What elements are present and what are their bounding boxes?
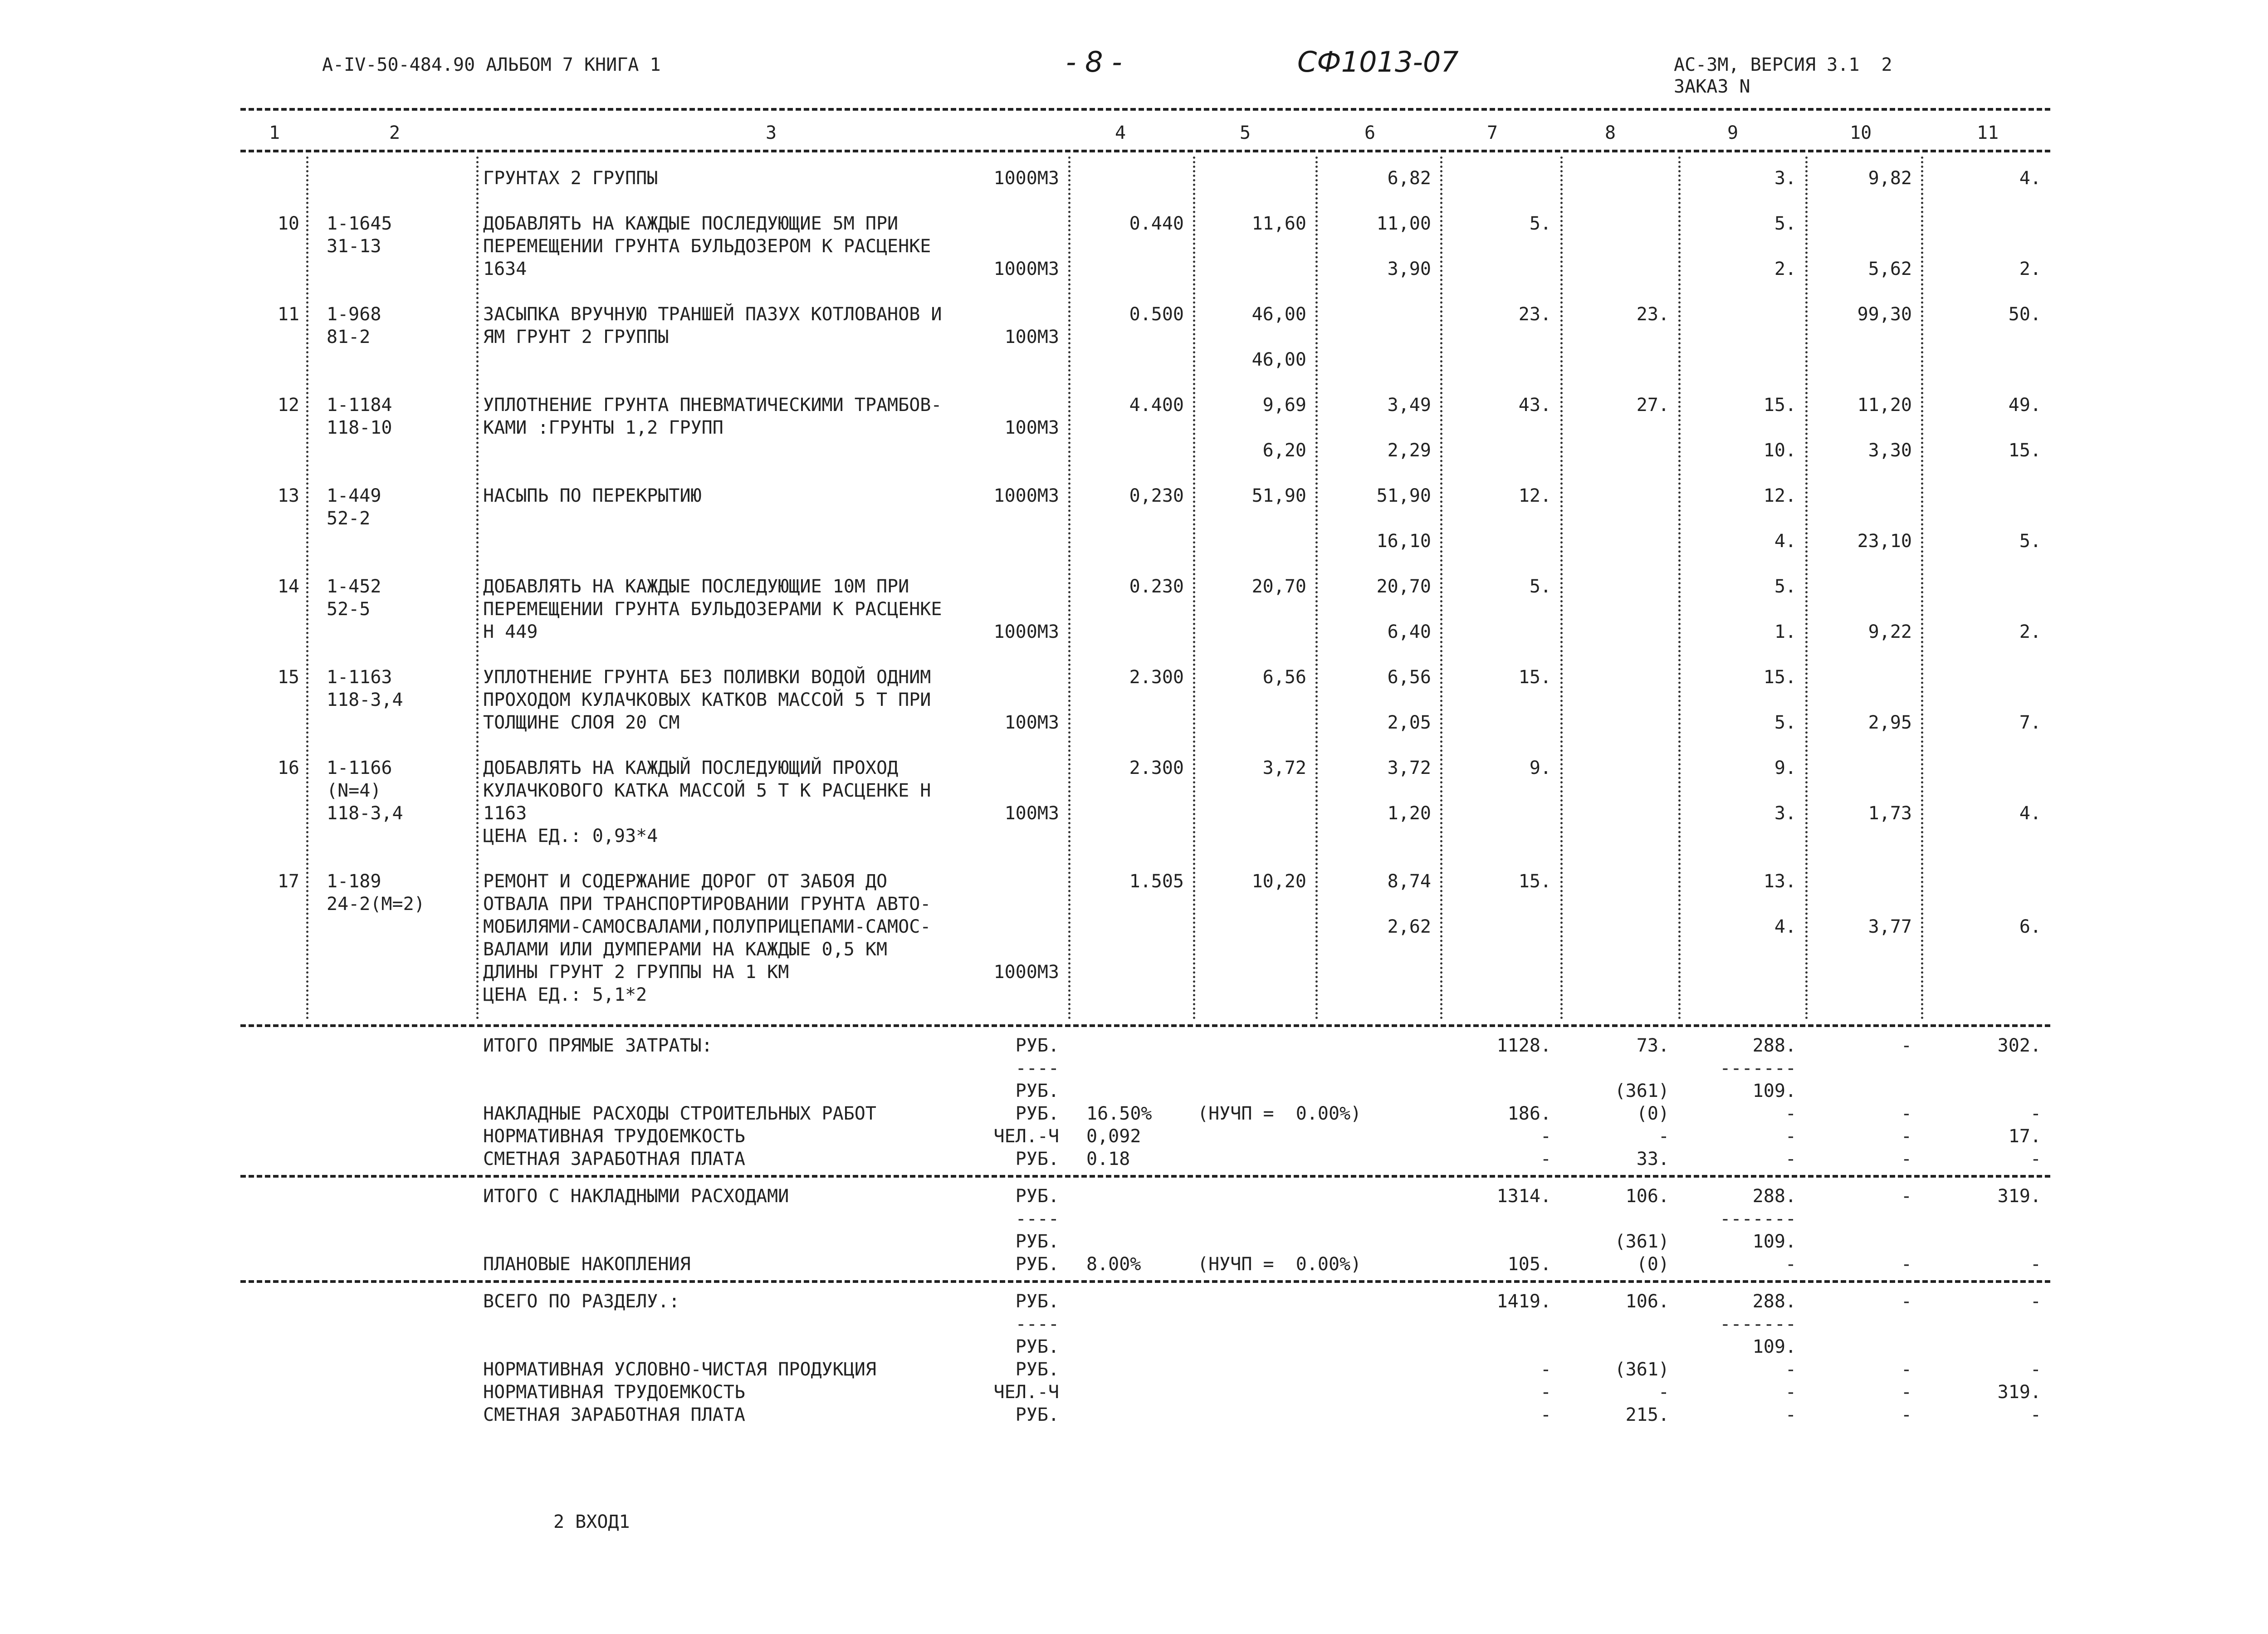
- cell-c6: 8,74: [1387, 871, 1431, 892]
- totals-unit: РУБ.: [1015, 1291, 1059, 1312]
- work-description: 1634: [483, 259, 527, 279]
- cell-c11: 4.: [2019, 803, 2041, 824]
- column-separator: [476, 157, 479, 1020]
- totals-c9: -: [1785, 1254, 1796, 1275]
- cell-unit: 1000М3: [993, 259, 1059, 279]
- column-separator: [1315, 157, 1318, 1020]
- item-number: 10: [277, 213, 299, 234]
- totals-c11: 319.: [1997, 1186, 2041, 1207]
- work-description: 1163: [483, 803, 527, 824]
- work-description: ЯМ ГРУНТ 2 ГРУППЫ: [483, 327, 669, 347]
- work-description: ДЛИНЫ ГРУНТ 2 ГРУППЫ НА 1 КМ: [483, 962, 789, 983]
- rate-code: 1-1645: [327, 213, 392, 234]
- column-header: 9: [1727, 122, 1739, 143]
- column-header: 3: [766, 122, 777, 143]
- cell-c10: 23,10: [1857, 531, 1912, 552]
- totals-unit: ЧЕЛ.-Ч: [993, 1382, 1059, 1403]
- totals-nuchp: (НУЧП = 0.00%): [1198, 1254, 1362, 1275]
- totals-c7: 1128.: [1496, 1035, 1551, 1056]
- totals-c11: 319.: [1997, 1382, 2041, 1403]
- work-description: КАМИ :ГРУНТЫ 1,2 ГРУПП: [483, 417, 723, 438]
- cell-c5: 46,00: [1251, 304, 1306, 325]
- totals-c9: 109.: [1752, 1081, 1796, 1101]
- totals-rate: 0.18: [1086, 1149, 1130, 1169]
- rate-code: 1-1163: [327, 667, 392, 688]
- cell-c5: 6,56: [1262, 667, 1306, 688]
- work-description: ДОБАВЛЯТЬ НА КАЖДЫЕ ПОСЛЕДУЮЩИЕ 5М ПРИ: [483, 213, 899, 234]
- cell-c9: 12.: [1763, 485, 1796, 506]
- cell-c5: 11,60: [1251, 213, 1306, 234]
- totals-c11: -: [2030, 1359, 2041, 1380]
- column-header: 8: [1605, 122, 1616, 143]
- totals-c11: -: [2030, 1404, 2041, 1425]
- totals-rule: [240, 1024, 2050, 1027]
- work-description: ПРОХОДОМ КУЛАЧКОВЫХ КАТКОВ МАССОЙ 5 Т ПРИ: [483, 690, 931, 710]
- totals-c10: -: [1901, 1382, 1912, 1403]
- cell-c6: 2,62: [1387, 916, 1431, 937]
- totals-c7: 1419.: [1496, 1291, 1551, 1312]
- totals-c9: -: [1785, 1103, 1796, 1124]
- totals-c7: 1314.: [1496, 1186, 1551, 1207]
- rate-code: 52-2: [327, 508, 371, 529]
- cell-c6: 51,90: [1376, 485, 1431, 506]
- cell-c10: 1,73: [1868, 803, 1912, 824]
- rate-code: 52-5: [327, 599, 371, 620]
- item-number: 14: [277, 576, 299, 597]
- work-description: ДОБАВЛЯТЬ НА КАЖДЫЙ ПОСЛЕДУЮЩИЙ ПРОХОД: [483, 758, 899, 778]
- totals-rate: 0,092: [1086, 1126, 1141, 1147]
- cell-c9: 3.: [1774, 803, 1796, 824]
- cell-c6: 16,10: [1376, 531, 1431, 552]
- totals-c7: 186.: [1507, 1103, 1551, 1124]
- totals-c9: 288.: [1752, 1035, 1796, 1056]
- rate-code: 1-449: [327, 485, 381, 506]
- cell-c9: 5.: [1774, 213, 1796, 234]
- totals-unit: РУБ.: [1015, 1254, 1059, 1275]
- rate-code: 1-452: [327, 576, 381, 597]
- cell-c10: 9,82: [1868, 168, 1912, 189]
- column-separator: [1193, 157, 1195, 1020]
- order-number: ЗАКАЗ N: [1674, 76, 1750, 97]
- work-description: УПЛОТНЕНИЕ ГРУНТА БЕЗ ПОЛИВКИ ВОДОЙ ОДНИМ: [483, 667, 931, 688]
- totals-rate: 8.00%: [1086, 1254, 1141, 1275]
- totals-c9: 109.: [1752, 1336, 1796, 1357]
- cell-c8: 23.: [1636, 304, 1669, 325]
- cell-c5: 3,72: [1262, 758, 1306, 778]
- cell-c4: 0.500: [1129, 304, 1184, 325]
- totals-label: НОРМАТИВНАЯ ТРУДОЕМКОСТЬ: [483, 1126, 745, 1147]
- totals-unit: РУБ.: [1015, 1035, 1059, 1056]
- cell-c9: 3.: [1774, 168, 1796, 189]
- cell-c6: 3,90: [1387, 259, 1431, 279]
- cell-c9: 15.: [1763, 395, 1796, 416]
- totals-c9: -: [1785, 1404, 1796, 1425]
- totals-c8: (361): [1614, 1231, 1669, 1252]
- cell-c8: 27.: [1636, 395, 1669, 416]
- cell-c6: 3,49: [1387, 395, 1431, 416]
- cell-c7: 23.: [1518, 304, 1551, 325]
- totals-c10: -: [1901, 1126, 1912, 1147]
- cell-c10: 9,22: [1868, 621, 1912, 642]
- totals-c10: -: [1901, 1291, 1912, 1312]
- album-title: A-IV-50-484.90 АЛЬБОМ 7 КНИГА 1: [322, 54, 661, 75]
- cell-c9: 10.: [1763, 440, 1796, 461]
- totals-nuchp: (НУЧП = 0.00%): [1198, 1103, 1362, 1124]
- totals-unit: ----: [1015, 1208, 1059, 1229]
- totals-label: ПЛАНОВЫЕ НАКОПЛЕНИЯ: [483, 1254, 691, 1275]
- cell-c10: 3,30: [1868, 440, 1912, 461]
- work-description: Н 449: [483, 621, 538, 642]
- cell-unit: 1000М3: [993, 168, 1059, 189]
- column-header: 7: [1487, 122, 1498, 143]
- totals-c11: -: [2030, 1103, 2041, 1124]
- item-number: 11: [277, 304, 299, 325]
- rate-code: 118-3,4: [327, 690, 403, 710]
- totals-label: НОРМАТИВНАЯ УСЛОВНО-ЧИСТАЯ ПРОДУКЦИЯ: [483, 1359, 876, 1380]
- work-description: МОБИЛЯМИ-САМОСВАЛАМИ,ПОЛУПРИЦЕПАМИ-САМОС-: [483, 916, 931, 937]
- cell-c4: 0,230: [1129, 485, 1184, 506]
- totals-c10: -: [1901, 1359, 1912, 1380]
- cell-c5: 46,00: [1251, 349, 1306, 370]
- cell-c7: 15.: [1518, 667, 1551, 688]
- totals-label: НОРМАТИВНАЯ ТРУДОЕМКОСТЬ: [483, 1382, 745, 1403]
- column-separator: [1921, 157, 1923, 1020]
- document-code: СФ1013-07: [1297, 45, 1459, 78]
- rate-code: 1-968: [327, 304, 381, 325]
- totals-rate: 16.50%: [1086, 1103, 1152, 1124]
- totals-c9: -------: [1720, 1058, 1796, 1079]
- cell-c7: 15.: [1518, 871, 1551, 892]
- rate-code: 31-13: [327, 236, 381, 257]
- cell-unit: 1000М3: [993, 485, 1059, 506]
- cell-unit: 100М3: [1004, 803, 1059, 824]
- totals-c9: 109.: [1752, 1231, 1796, 1252]
- totals-c8: 215.: [1625, 1404, 1669, 1425]
- totals-c9: -: [1785, 1382, 1796, 1403]
- cell-unit: 100М3: [1004, 327, 1059, 347]
- cell-c5: 10,20: [1251, 871, 1306, 892]
- cell-c6: 1,20: [1387, 803, 1431, 824]
- column-header: 2: [389, 122, 401, 143]
- totals-label: ВСЕГО ПО РАЗДЕЛУ.:: [483, 1291, 680, 1312]
- cell-c9: 4.: [1774, 531, 1796, 552]
- totals-c10: -: [1901, 1254, 1912, 1275]
- work-description: НАСЫПЬ ПО ПЕРЕКРЫТИЮ: [483, 485, 702, 506]
- column-header: 11: [1977, 122, 1999, 143]
- totals-c10: -: [1901, 1404, 1912, 1425]
- column-header: 4: [1115, 122, 1126, 143]
- totals-c8: 33.: [1636, 1149, 1669, 1169]
- work-description: ПЕРЕМЕЩЕНИИ ГРУНТА БУЛЬДОЗЕРАМИ К РАСЦЕНКЕ: [483, 599, 942, 620]
- cell-c6: 6,56: [1387, 667, 1431, 688]
- totals-c8: (0): [1636, 1254, 1669, 1275]
- cell-c11: 15.: [2008, 440, 2041, 461]
- totals-c8: 106.: [1625, 1186, 1669, 1207]
- totals-c7: -: [1540, 1126, 1551, 1147]
- totals-unit: ----: [1015, 1314, 1059, 1335]
- totals-c8: -: [1658, 1126, 1669, 1147]
- totals-c8: 73.: [1636, 1035, 1669, 1056]
- column-separator: [1805, 157, 1808, 1020]
- totals-unit: РУБ.: [1015, 1103, 1059, 1124]
- work-description: ЗАСЫПКА ВРУЧНУЮ ТРАНШЕЙ ПАЗУХ КОТЛОВАНОВ И: [483, 304, 942, 325]
- totals-unit: РУБ.: [1015, 1231, 1059, 1252]
- item-number: 12: [277, 395, 299, 416]
- cell-c11: 4.: [2019, 168, 2041, 189]
- cell-c5: 20,70: [1251, 576, 1306, 597]
- program-version: АС-3М, ВЕРСИЯ 3.1 2: [1674, 54, 1892, 75]
- cell-c11: 50.: [2008, 304, 2041, 325]
- totals-c7: -: [1540, 1149, 1551, 1169]
- totals-c9: 288.: [1752, 1186, 1796, 1207]
- cell-c6: 2,29: [1387, 440, 1431, 461]
- totals-c8: 106.: [1625, 1291, 1669, 1312]
- cell-unit: 1000М3: [993, 621, 1059, 642]
- cell-c6: 2,05: [1387, 712, 1431, 733]
- cell-c6: 6,40: [1387, 621, 1431, 642]
- totals-label: ИТОГО ПРЯМЫЕ ЗАТРАТЫ:: [483, 1035, 713, 1056]
- totals-c8: (361): [1614, 1081, 1669, 1101]
- cell-c9: 2.: [1774, 259, 1796, 279]
- column-separator: [1678, 157, 1681, 1020]
- totals-c9: -------: [1720, 1314, 1796, 1335]
- totals-c9: -: [1785, 1149, 1796, 1169]
- item-number: 15: [277, 667, 299, 688]
- cell-c9: 5.: [1774, 576, 1796, 597]
- totals-c11: -: [2030, 1254, 2041, 1275]
- totals-c9: -: [1785, 1126, 1796, 1147]
- cell-c6: 11,00: [1376, 213, 1431, 234]
- cell-c7: 5.: [1529, 213, 1551, 234]
- totals-unit: РУБ.: [1015, 1186, 1059, 1207]
- rate-code: 118-3,4: [327, 803, 403, 824]
- work-description: ЦЕНА ЕД.: 5,1*2: [483, 984, 647, 1005]
- item-number: 17: [277, 871, 299, 892]
- cell-unit: 100М3: [1004, 417, 1059, 438]
- cell-c7: 9.: [1529, 758, 1551, 778]
- totals-c11: -: [2030, 1291, 2041, 1312]
- totals-unit: РУБ.: [1015, 1359, 1059, 1380]
- cell-c4: 0.440: [1129, 213, 1184, 234]
- totals-c8: (361): [1614, 1359, 1669, 1380]
- cell-c6: 3,72: [1387, 758, 1431, 778]
- cell-c7: 12.: [1518, 485, 1551, 506]
- cell-c9: 15.: [1763, 667, 1796, 688]
- totals-rule: [240, 1175, 2050, 1178]
- cell-c7: 43.: [1518, 395, 1551, 416]
- cell-c5: 6,20: [1262, 440, 1306, 461]
- cell-c10: 3,77: [1868, 916, 1912, 937]
- cell-c11: 7.: [2019, 712, 2041, 733]
- cell-c9: 5.: [1774, 712, 1796, 733]
- totals-label: СМЕТНАЯ ЗАРАБОТНАЯ ПЛАТА: [483, 1149, 745, 1169]
- totals-c11: -: [2030, 1149, 2041, 1169]
- column-header: 10: [1850, 122, 1872, 143]
- work-description: ЦЕНА ЕД.: 0,93*4: [483, 826, 658, 846]
- header-top-rule: [240, 108, 2050, 111]
- totals-c7: 105.: [1507, 1254, 1551, 1275]
- totals-label: СМЕТНАЯ ЗАРАБОТНАЯ ПЛАТА: [483, 1404, 745, 1425]
- totals-unit: ЧЕЛ.-Ч: [993, 1126, 1059, 1147]
- rate-code: 81-2: [327, 327, 371, 347]
- cell-c4: 1.505: [1129, 871, 1184, 892]
- cell-c10: 11,20: [1857, 395, 1912, 416]
- totals-unit: РУБ.: [1015, 1336, 1059, 1357]
- work-description: ВАЛАМИ ИЛИ ДУМПЕРАМИ НА КАЖДЫЕ 0,5 КМ: [483, 939, 888, 960]
- work-description: ГРУНТАХ 2 ГРУППЫ: [483, 168, 658, 189]
- cell-c9: 9.: [1774, 758, 1796, 778]
- rate-code: 1-1184: [327, 395, 392, 416]
- totals-label: ИТОГО С НАКЛАДНЫМИ РАСХОДАМИ: [483, 1186, 789, 1207]
- item-number: 16: [277, 758, 299, 778]
- totals-c9: 288.: [1752, 1291, 1796, 1312]
- rate-code: 1-189: [327, 871, 381, 892]
- rate-code: 1-1166: [327, 758, 392, 778]
- totals-c11: 17.: [2008, 1126, 2041, 1147]
- work-description: ОТВАЛА ПРИ ТРАНСПОРТИРОВАНИИ ГРУНТА АВТО-: [483, 894, 931, 915]
- column-separator: [1560, 157, 1563, 1020]
- rate-code: 24-2(М=2): [327, 894, 425, 915]
- totals-unit: ----: [1015, 1058, 1059, 1079]
- cell-c9: 13.: [1763, 871, 1796, 892]
- work-description: ТОЛЩИНЕ СЛОЯ 20 СМ: [483, 712, 680, 733]
- work-description: УПЛОТНЕНИЕ ГРУНТА ПНЕВМАТИЧЕСКИМИ ТРАМБОВ-: [483, 395, 942, 416]
- totals-unit: РУБ.: [1015, 1404, 1059, 1425]
- item-number: 13: [277, 485, 299, 506]
- totals-c9: -: [1785, 1359, 1796, 1380]
- cell-c6: 6,82: [1387, 168, 1431, 189]
- header-bottom-rule: [240, 150, 2050, 152]
- cell-c9: 1.: [1774, 621, 1796, 642]
- cell-c7: 5.: [1529, 576, 1551, 597]
- column-header: 1: [269, 122, 280, 143]
- cell-c4: 2.300: [1129, 667, 1184, 688]
- work-description: РЕМОНТ И СОДЕРЖАНИЕ ДОРОГ ОТ ЗАБОЯ ДО: [483, 871, 888, 892]
- totals-c10: -: [1901, 1186, 1912, 1207]
- column-separator: [1068, 157, 1070, 1020]
- cell-c4: 0.230: [1129, 576, 1184, 597]
- cell-c9: 4.: [1774, 916, 1796, 937]
- cell-c5: 51,90: [1251, 485, 1306, 506]
- totals-c11: 302.: [1997, 1035, 2041, 1056]
- totals-rule: [240, 1280, 2050, 1283]
- column-separator: [306, 157, 308, 1020]
- totals-c10: -: [1901, 1035, 1912, 1056]
- totals-label: НАКЛАДНЫЕ РАСХОДЫ СТРОИТЕЛЬНЫХ РАБОТ: [483, 1103, 876, 1124]
- column-separator: [1440, 157, 1442, 1020]
- cell-c10: 99,30: [1857, 304, 1912, 325]
- page-number: - 8 -: [1066, 45, 1122, 78]
- totals-unit: РУБ.: [1015, 1081, 1059, 1101]
- cell-c11: 49.: [2008, 395, 2041, 416]
- cell-c10: 2,95: [1868, 712, 1912, 733]
- totals-unit: РУБ.: [1015, 1149, 1059, 1169]
- cell-c4: 4.400: [1129, 395, 1184, 416]
- cell-c11: 5.: [2019, 531, 2041, 552]
- column-header: 6: [1364, 122, 1376, 143]
- totals-c8: -: [1658, 1382, 1669, 1403]
- totals-c7: -: [1540, 1404, 1551, 1425]
- footer-note: 2 ВХОД1: [553, 1512, 630, 1532]
- totals-c7: -: [1540, 1382, 1551, 1403]
- work-description: ПЕРЕМЕЩЕНИИ ГРУНТА БУЛЬДОЗЕРОМ К РАСЦЕНКЕ: [483, 236, 931, 257]
- cell-c5: 9,69: [1262, 395, 1306, 416]
- work-description: КУЛАЧКОВОГО КАТКА МАССОЙ 5 Т К РАСЦЕНКЕ Н: [483, 780, 931, 801]
- rate-code: 118-10: [327, 417, 392, 438]
- cell-c4: 2.300: [1129, 758, 1184, 778]
- cell-unit: 1000М3: [993, 962, 1059, 983]
- rate-code: (N=4): [327, 780, 381, 801]
- cell-c10: 5,62: [1868, 259, 1912, 279]
- column-header: 5: [1240, 122, 1251, 143]
- cell-unit: 100М3: [1004, 712, 1059, 733]
- totals-c10: -: [1901, 1149, 1912, 1169]
- totals-c8: (0): [1636, 1103, 1669, 1124]
- totals-c10: -: [1901, 1103, 1912, 1124]
- cell-c11: 6.: [2019, 916, 2041, 937]
- cell-c11: 2.: [2019, 259, 2041, 279]
- cell-c11: 2.: [2019, 621, 2041, 642]
- cell-c6: 20,70: [1376, 576, 1431, 597]
- work-description: ДОБАВЛЯТЬ НА КАЖДЫЕ ПОСЛЕДУЮЩИЕ 10М ПРИ: [483, 576, 909, 597]
- totals-c7: -: [1540, 1359, 1551, 1380]
- totals-c9: -------: [1720, 1208, 1796, 1229]
